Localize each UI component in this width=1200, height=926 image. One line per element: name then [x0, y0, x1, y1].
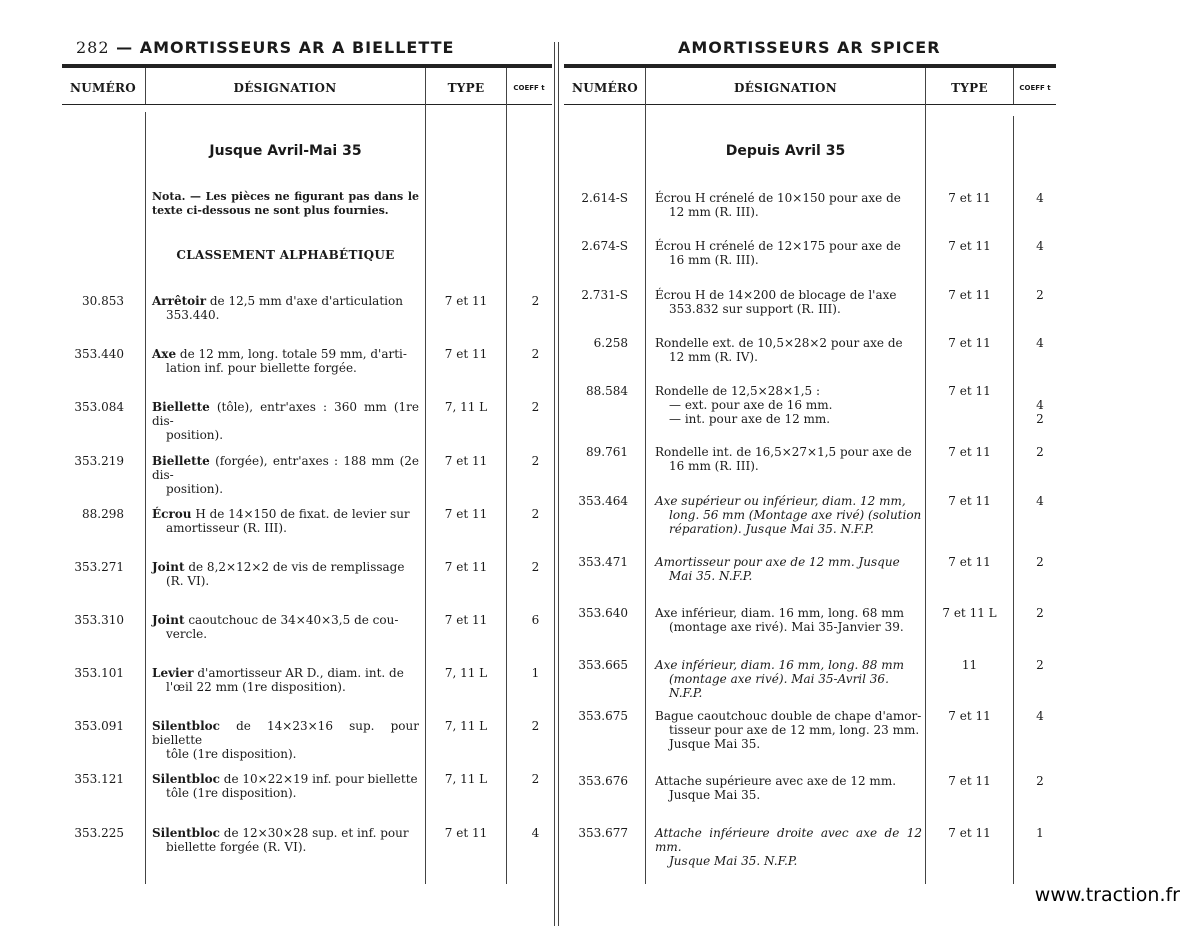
part-coeff: 1: [1036, 826, 1044, 840]
part-type: 7 et 11: [948, 191, 991, 205]
part-designation: [152, 826, 419, 854]
part-coeff-2: 2: [1036, 412, 1044, 426]
part-number: 353.101: [74, 666, 124, 680]
designation-line-2: (montage axe rivé). Mai 35-Avril 36. N.F.P.: [669, 672, 889, 700]
designation-line-1: Écrou H de 14×200 de blocage de l'axe: [655, 288, 897, 302]
designation-line-2: tisseur pour axe de 12 mm, long. 23 mm.: [669, 723, 920, 737]
designation-line-1: Rondelle int. de 16,5×27×1,5 pour axe de: [655, 445, 912, 459]
part-designation: [655, 555, 922, 583]
part-coeff: 2: [531, 719, 540, 733]
part-number: 89.761: [586, 445, 628, 459]
part-designation: [152, 560, 419, 588]
designation-line-3: Jusque Mai 35.: [669, 737, 761, 751]
center-separator: [554, 42, 555, 926]
part-type: 7 et 11: [948, 239, 991, 253]
part-type: 7, 11 L: [444, 666, 488, 680]
part-type: 7 et 11 L: [942, 606, 997, 620]
part-coeff: 2: [1036, 774, 1044, 788]
part-designation: [152, 400, 419, 442]
part-name-bold: Arrêtoir: [152, 294, 207, 308]
part-type: 7, 11 L: [444, 719, 488, 733]
part-coeff: 4: [1036, 398, 1044, 412]
part-type: 7, 11 L: [444, 400, 488, 414]
left-title-text: — AMORTISSEURS AR A BIELLETTE: [116, 38, 455, 57]
part-name-bold: Biellette: [152, 400, 210, 414]
designation-line-2: lation inf. pour biellette forgée.: [166, 361, 357, 375]
designation-line-2: position).: [166, 428, 224, 442]
designation-line-1: Bague caoutchouc double de chape d'amor-: [655, 709, 922, 723]
designation-line-1: Écrou H crénelé de 10×150 pour axe de: [655, 191, 901, 205]
designation-line-2: 16 mm (R. III).: [669, 253, 759, 267]
designation-line-2: l'œil 22 mm (1re disposition).: [166, 680, 346, 694]
part-name-bold: Levier: [152, 666, 194, 680]
part-name-bold: Joint: [152, 560, 185, 574]
part-coeff: 2: [531, 400, 540, 414]
part-type: 11: [961, 658, 978, 672]
part-number: 353.225: [74, 826, 124, 840]
designation-line-2: 353.440.: [166, 308, 220, 322]
part-designation: [655, 191, 922, 219]
part-number: 353.676: [578, 774, 628, 788]
right-header-type: TYPE: [951, 81, 988, 95]
designation-line-1: de 12,5 mm d'axe d'articulation: [206, 294, 403, 308]
designation-line-1: Rondelle ext. de 10,5×28×2 pour axe de: [655, 336, 903, 350]
part-designation: [655, 336, 922, 364]
left-vline-2: [425, 68, 426, 884]
part-designation: [655, 658, 922, 700]
part-coeff: 2: [531, 347, 540, 361]
part-number: 353.219: [74, 454, 124, 468]
left-header-type: TYPE: [447, 81, 485, 95]
right-section-title: Depuis Avril 35: [725, 143, 846, 159]
designation-line-1: Axe inférieur, diam. 16 mm, long. 68 mm: [655, 606, 905, 620]
right-header-designation: DÉSIGNATION: [734, 81, 837, 95]
part-name-bold: Silentbloc: [152, 719, 220, 733]
part-number: 353.677: [578, 826, 628, 840]
right-header-numero: NUMÉRO: [571, 81, 639, 95]
designation-line-2: biellette forgée (R. VI).: [166, 840, 307, 854]
left-nota: Nota. — Les pièces ne figurant pas dans le texte ci-dessous ne sont plus fournies.: [152, 190, 419, 217]
part-number: 353.271: [74, 560, 124, 574]
designation-line-1: Axe supérieur ou inférieur, diam. 12 mm,: [655, 494, 906, 508]
designation-line-2: 12 mm (R. IV).: [669, 350, 758, 364]
part-coeff: 2: [531, 294, 540, 308]
center-separator-2: [558, 42, 559, 926]
right-header-coeff: COEFF t: [1019, 84, 1051, 92]
part-coeff: 1: [531, 666, 540, 680]
part-number: 353.665: [578, 658, 628, 672]
website-watermark: www.traction.fr: [1034, 884, 1180, 906]
designation-line-1: (forgée), entr'axes : 188 mm (2e dis-: [152, 454, 419, 482]
designation-line-2: 353.832 sur support (R. III).: [669, 302, 841, 316]
part-number: 353.675: [578, 709, 628, 723]
designation-line-1: (tôle), entr'axes : 360 mm (1re dis-: [152, 400, 419, 428]
part-number: 2.674-S: [581, 239, 628, 253]
designation-line-2: tôle (1re disposition).: [166, 786, 297, 800]
part-designation: [152, 347, 419, 375]
part-coeff: 4: [1036, 494, 1044, 508]
part-type: 7 et 11: [948, 384, 991, 398]
part-designation: [655, 239, 922, 267]
designation-line-1: Amortisseur pour axe de 12 mm. Jusque: [655, 555, 900, 569]
part-name-bold: Biellette: [152, 454, 210, 468]
part-name-bold: Écrou: [152, 507, 192, 521]
part-designation: [655, 606, 922, 634]
part-designation: [152, 294, 419, 322]
part-designation: [152, 719, 419, 761]
designation-line-1: de 12 mm, long. totale 59 mm, d'arti-: [176, 347, 407, 361]
designation-line-3: — int. pour axe de 12 mm.: [669, 412, 831, 426]
designation-line-2: (R. VI).: [166, 574, 210, 588]
left-header-designation: DÉSIGNATION: [233, 81, 337, 95]
part-coeff: 4: [1036, 191, 1044, 205]
designation-line-1: Rondelle de 12,5×28×1,5 :: [655, 384, 820, 398]
part-name-bold: Silentbloc: [152, 772, 220, 786]
designation-line-1: Attache supérieure avec axe de 12 mm.: [655, 774, 897, 788]
left-page-title: [76, 38, 454, 57]
part-designation: [655, 384, 922, 426]
part-type: 7 et 11: [444, 294, 488, 308]
part-number: 353.471: [578, 555, 628, 569]
part-designation: [152, 772, 419, 800]
part-coeff: 2: [531, 454, 540, 468]
part-coeff: 4: [1036, 239, 1044, 253]
part-number: 353.310: [74, 613, 124, 627]
part-name-bold: Silentbloc: [152, 826, 220, 840]
part-type: 7 et 11: [444, 507, 488, 521]
left-section-title: Jusque Avril-Mai 35: [209, 143, 362, 159]
part-type: 7 et 11: [948, 445, 991, 459]
designation-line-1: caoutchouc de 34×40×3,5 de cou-: [184, 613, 399, 627]
part-number: 2.614-S: [581, 191, 628, 205]
part-designation: [655, 494, 922, 536]
part-coeff: 4: [1036, 336, 1044, 350]
designation-line-2: amortisseur (R. III).: [166, 521, 287, 535]
right-page-title: AMORTISSEURS AR SPICER: [678, 38, 941, 57]
part-type: 7 et 11: [444, 560, 488, 574]
designation-line-1: de 8,2×12×2 de vis de remplissage: [184, 560, 405, 574]
part-type: 7 et 11: [444, 454, 488, 468]
designation-line-1: d'amortisseur AR D., diam. int. de: [193, 666, 404, 680]
part-coeff: 2: [531, 772, 540, 786]
left-vline-3: [506, 68, 507, 884]
designation-line-2: tôle (1re disposition).: [166, 747, 297, 761]
designation-line-2: Jusque Mai 35.: [669, 788, 761, 802]
designation-line-1: de 10×22×19 inf. pour biellette: [219, 772, 418, 786]
part-designation: [655, 774, 922, 802]
designation-line-2: 12 mm (R. III).: [669, 205, 759, 219]
part-coeff: 2: [531, 507, 540, 521]
part-coeff: 2: [1036, 658, 1044, 672]
designation-line-2: Jusque Mai 35. N.F.P.: [669, 854, 798, 868]
part-type: 7 et 11: [948, 555, 991, 569]
part-name-bold: Axe: [152, 347, 177, 361]
part-designation: [152, 454, 419, 496]
part-name-bold: Joint: [152, 613, 185, 627]
part-number: 353.121: [74, 772, 124, 786]
right-header-rule: [564, 64, 1056, 68]
part-coeff: 2: [1036, 288, 1044, 302]
designation-line-1: H de 14×150 de fixat. de levier sur: [191, 507, 410, 521]
part-type: 7 et 11: [948, 288, 991, 302]
part-type: 7 et 11: [444, 826, 488, 840]
part-number: 30.853: [82, 294, 124, 308]
part-coeff: 6: [531, 613, 540, 627]
left-header-numero: NUMÉRO: [69, 81, 137, 95]
part-coeff: 4: [1036, 709, 1044, 723]
designation-line-1: de 14×23×16 sup. pour biellette: [152, 719, 419, 747]
designation-line-2: 16 mm (R. III).: [669, 459, 759, 473]
right-column-rule: [564, 104, 1056, 105]
part-number: 88.298: [82, 507, 124, 521]
part-number: 353.091: [74, 719, 124, 733]
left-classement-heading: CLASSEMENT ALPHABÉTIQUE: [176, 248, 395, 262]
part-number: 88.584: [586, 384, 628, 398]
designation-line-2: long. 56 mm (Montage axe rivé) (solution: [669, 508, 922, 522]
designation-line-2: position).: [166, 482, 224, 496]
part-designation: [655, 826, 922, 868]
part-type: 7 et 11: [948, 774, 991, 788]
part-type: 7 et 11: [948, 494, 991, 508]
part-type: 7 et 11: [948, 709, 991, 723]
left-header-rule: [62, 64, 552, 68]
part-designation: [152, 666, 419, 694]
part-number: 6.258: [593, 336, 628, 350]
designation-line-1: Axe inférieur, diam. 16 mm, long. 88 mm: [655, 658, 905, 672]
part-number: 353.464: [578, 494, 628, 508]
part-number: 353.640: [578, 606, 628, 620]
part-number: 2.731-S: [581, 288, 628, 302]
designation-line-1: Écrou H crénelé de 12×175 pour axe de: [655, 239, 901, 253]
part-designation: [655, 709, 922, 751]
left-vline-1: [145, 112, 146, 884]
part-coeff: 2: [1036, 555, 1044, 569]
part-type: 7 et 11: [948, 336, 991, 350]
designation-line-1: Attache inférieure droite avec axe de 12 mm.: [655, 826, 922, 854]
left-header-coeff: COEFF t: [513, 84, 545, 92]
part-number: 353.084: [74, 400, 124, 414]
part-number: 353.440: [74, 347, 124, 361]
part-type: 7 et 11: [948, 826, 991, 840]
part-designation: [152, 507, 419, 535]
part-type: 7 et 11: [444, 613, 488, 627]
part-coeff: 2: [1036, 606, 1044, 620]
part-designation: [655, 288, 922, 316]
designation-line-3: réparation). Jusque Mai 35. N.F.P.: [669, 522, 874, 536]
designation-line-1: de 12×30×28 sup. et inf. pour: [219, 826, 409, 840]
designation-line-2: — ext. pour axe de 16 mm.: [669, 398, 833, 412]
right-vline-1: [645, 68, 646, 884]
designation-line-2: vercle.: [166, 627, 208, 641]
part-type: 7 et 11: [444, 347, 488, 361]
part-coeff: 2: [1036, 445, 1044, 459]
designation-line-2: Mai 35. N.F.P.: [669, 569, 753, 583]
part-type: 7, 11 L: [444, 772, 488, 786]
part-designation: [655, 445, 922, 473]
part-coeff: 4: [531, 826, 540, 840]
designation-line-2: (montage axe rivé). Mai 35-Janvier 39.: [669, 620, 904, 634]
page-number: 282: [76, 38, 110, 57]
part-coeff: 2: [531, 560, 540, 574]
left-column-rule: [62, 104, 552, 105]
part-designation: [152, 613, 419, 641]
